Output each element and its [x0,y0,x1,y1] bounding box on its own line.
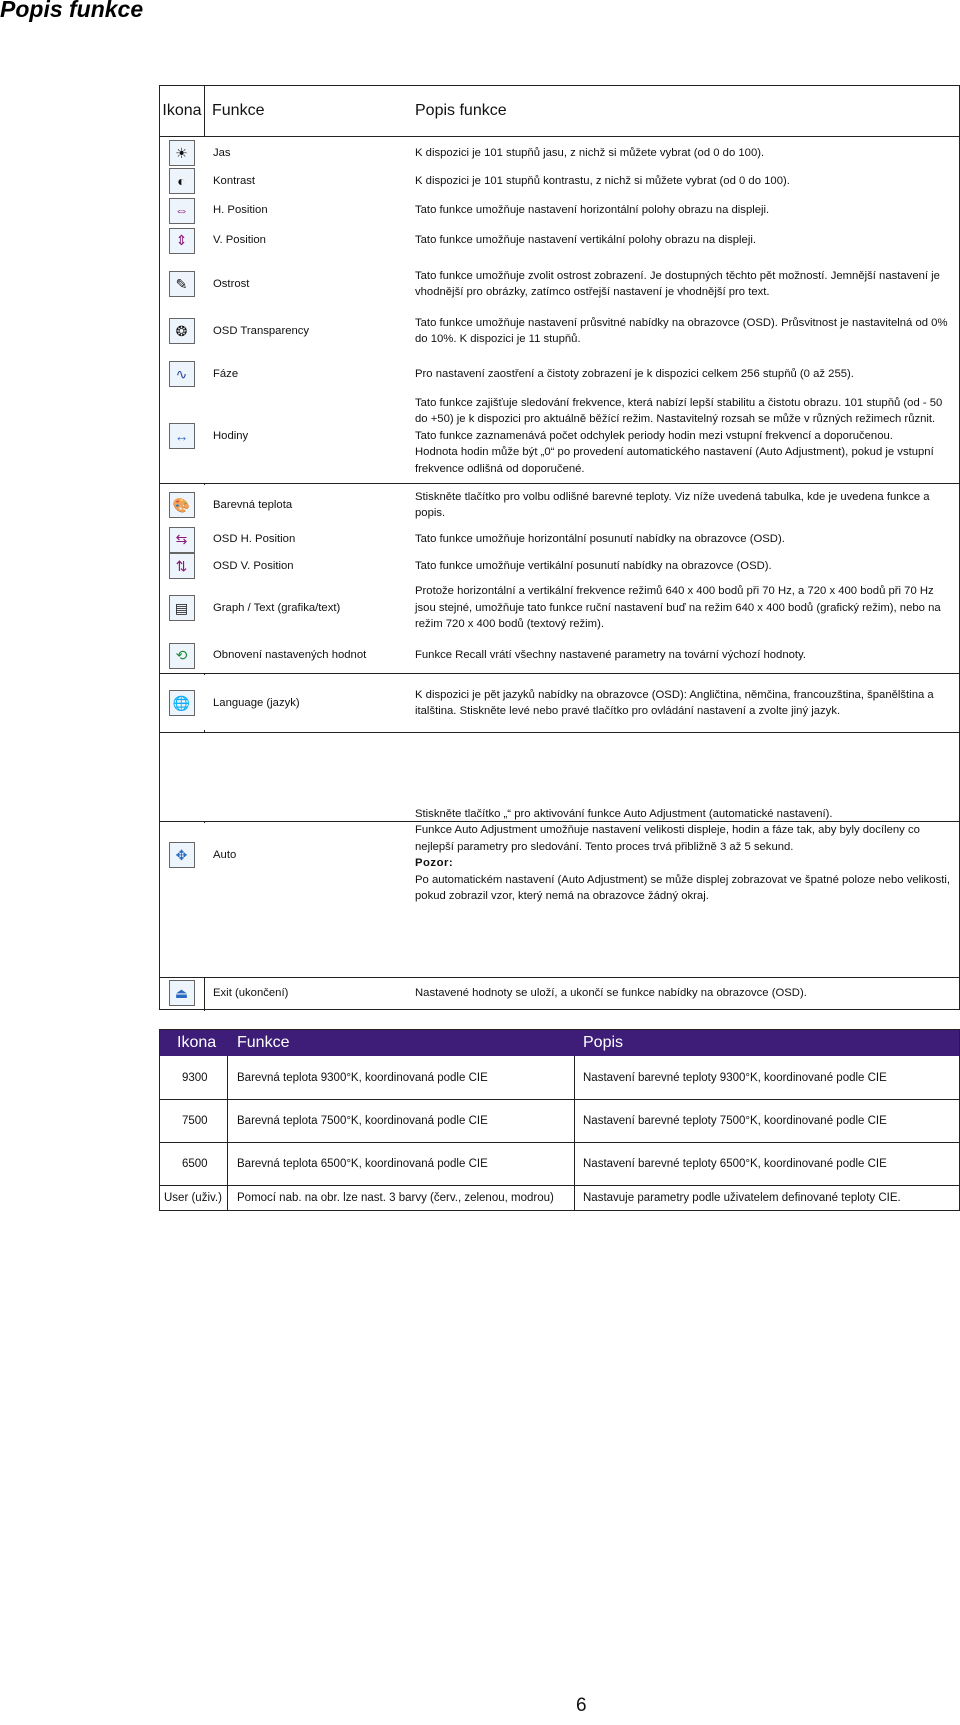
header-icon-col: Ikona [162,101,202,119]
temp-row-icon: 9300 [182,1071,208,1084]
temp-row-description: Nastavení barevné teploty 7500°K, koordinované podle CIE [583,1114,887,1127]
graph-text-icon: ▤ [169,595,195,621]
header-function-col: Funkce [212,101,265,119]
function-desc: K dispozici je 101 stupňů jasu, z nichž si můžete vybrat (od 0 do 100). [415,146,765,159]
function-row-language [160,676,959,730]
temp-row-function: Barevná teplota 9300°K, koordinovaná podle CIE [237,1071,488,1084]
function-name: Jas [213,146,231,159]
temp-row-9300 [160,1056,959,1099]
header-description-col: Popis funkce [415,101,507,119]
temp-row-user [160,1185,959,1211]
function-desc: Tato funkce umožňuje horizontální posunutí nabídky na obrazovce (OSD). [415,533,785,546]
function-row-osd-h-position [160,527,959,552]
function-name: Ostrost [213,277,250,290]
function-desc: Protože horizontální a vertikální frekvence režimů 640 x 400 bodů při 70 Hz, a 720 x 400 bodů při 70 Hz jsou stejné, umožňuje tato funkce ruční nastavení buď na režim 640 x 400 bodů (grafický režim), nebo na režim 720 x 400 bodů (textový režim). [415,585,941,631]
temp-row-function: Pomocí nab. na obr. lze nast. 3 barvy (červ., zelenou, modrou) [237,1192,554,1204]
function-row-auto [160,733,959,977]
function-name: Graph / Text (grafika/text) [213,601,341,614]
function-name: Kontrast [213,174,256,187]
function-row-ostrost [160,264,959,304]
function-row-hodiny [160,389,959,483]
function-name: Barevná teplota [213,498,293,511]
contrast-icon: ◐ [169,168,195,194]
color-temperature-table [159,1029,960,1211]
function-desc: Funkce Auto Adjustment umožňuje nastavení velikosti displeje, hodin a fáze tak, aby byly docíleny co nejlepší parametry pro sledování. Tento proces trvá přibližně 3 až 5 sekund. [415,824,920,853]
function-desc: Tato funkce umožňuje nastavení průsvitné nabídky na obrazovce (OSD). Průsvitnost je nastavitelná od 0% do 10%. K dispozici je 11 stupňů. [415,316,948,345]
recall-icon: ⟲ [169,643,195,669]
function-desc: K dispozici je pět jazyků nabídky na obrazovce (OSD): Angličtina, němčina, francouzština, španělština a italština. Stiskněte levé nebo pravé tlačítko pro ovládání nastavení a zvolte jiný jazyk. [415,688,934,717]
temp-row-function: Barevná teplota 7500°K, koordinovaná podle CIE [237,1114,488,1127]
temp-row-7500 [160,1099,959,1142]
function-row-graph-text [160,580,959,636]
exit-icon: ⏏ [169,980,195,1006]
function-name: Obnovení nastavených hodnot [213,649,367,662]
temp-header-description: Popis [583,1034,624,1051]
function-row-exit [160,977,959,1009]
v-position-icon: ⇕ [169,228,195,254]
function-row-faze [160,359,959,389]
function-desc: K dispozici je 101 stupňů kontrastu, z nichž si můžete vybrat (od 0 do 100). [415,174,790,187]
function-name: OSD H. Position [213,533,296,546]
function-row-kontrast [160,167,959,195]
temp-row-description: Nastavuje parametry podle uživatelem definované teploty CIE. [583,1192,901,1204]
function-row-h-position [160,196,959,225]
warning-label: Pozor: [415,857,454,869]
osd-transparency-icon: ❂ [169,318,195,344]
function-row-recall [160,638,959,673]
function-name: Fáze [213,367,239,380]
function-desc: Stiskněte tlačítko pro volbu odlišné barevné teploty. Viz níže uvedená tabulka, kde je uvedena funkce a popis. [415,490,930,519]
brightness-icon: ☀ [169,140,195,166]
temp-row-icon: 7500 [182,1114,208,1127]
sharpness-icon: ✎ [169,271,195,297]
function-name: Exit (ukončení) [213,986,289,999]
function-row-osd-transparency [160,311,959,351]
osd-h-position-icon: ⇆ [169,527,195,553]
function-name: V. Position [213,234,266,247]
auto-adjust-icon: ✥ [169,842,195,868]
temperature-table-header [160,1030,959,1056]
function-name: OSD V. Position [213,559,294,572]
color-temperature-icon: 🎨 [169,492,195,518]
function-name: Language (jazyk) [213,696,300,709]
phase-icon: ∿ [169,361,195,387]
temp-row-description: Nastavení barevné teploty 9300°K, koordinované podle CIE [583,1071,887,1084]
page-number: 6 [576,1695,587,1716]
language-icon: 🌐 [169,690,195,716]
osd-v-position-icon: ⇅ [169,553,195,579]
function-desc: Hodnota hodin může být „0“ po provedení automatického nastavení (Auto Adjustment), pokud je vstupní frekvence odlišná od doporučené. [415,446,934,475]
function-desc: Tato funkce umožňuje vertikální posunutí nabídky na obrazovce (OSD). [415,559,772,572]
warning-text: Po automatickém nastavení (Auto Adjustment) se může displej zobrazovat ve špatné poloze nebo velikosti, pokud zobrazil vzor, který nemá na obrazovce žádný okraj. [415,873,951,902]
function-table [159,85,960,1010]
function-desc: Stiskněte tlačítko „“ pro aktivování funkce Auto Adjustment (automatické nastavení). [415,807,833,820]
function-row-osd-v-position [160,553,959,579]
function-row-v-position [160,226,959,255]
temp-header-function: Funkce [237,1034,290,1051]
function-desc: Tato funkce umožňuje zvolit ostrost zobrazení. Je dostupných těchto pět možností. Jemnější nastavení je vhodnější pro obrázky, zatímco ostřejší nastavení je vhodnější pro text. [415,269,940,298]
temp-row-6500 [160,1142,959,1185]
temp-row-icon: 6500 [182,1157,208,1170]
function-desc: Tato funkce zajišťuje sledování frekvence, která nabízí lepší stabilitu a čistotu obrazu. 101 stupňů (od - 50 do +50) je k dispozici pro aktuálně běžící režim. Nastavitelný rozsah se může v různých režimech různit. Tato funkce zaznamenává počet odchylek periody hodin mezi vstupní frekvencí a doporučenou. [415,396,943,442]
temp-row-icon: User (uživ.) [164,1192,222,1204]
page-title: Popis funkce [0,0,144,22]
function-row-jas [160,139,959,167]
function-desc: Nastavené hodnoty se uloží, a ukončí se funkce nabídky na obrazovce (OSD). [415,986,807,999]
temp-row-description: Nastavení barevné teploty 6500°K, koordinované podle CIE [583,1157,887,1170]
function-name: OSD Transparency [213,324,310,337]
function-name: H. Position [213,204,268,217]
h-position-icon: ⇔ [169,198,195,224]
temp-row-function: Barevná teplota 6500°K, koordinovaná podle CIE [237,1157,488,1170]
clock-icon: ↔ [169,423,195,449]
function-name: Hodiny [213,429,249,442]
function-row-barevna-teplota [160,483,959,527]
temp-header-icon: Ikona [177,1034,217,1051]
function-desc: Pro nastavení zaostření a čistoty zobrazení je k dispozici celkem 256 stupňů (0 až 255). [415,367,854,380]
function-desc: Tato funkce umožňuje nastavení horizontální polohy obrazu na displeji. [415,204,770,217]
function-table-header [160,86,959,136]
function-desc: Tato funkce umožňuje nastavení vertikální polohy obrazu na displeji. [415,234,756,247]
function-name: Auto [213,848,237,861]
function-desc: Funkce Recall vrátí všechny nastavené parametry na tovární výchozí hodnoty. [415,649,806,662]
